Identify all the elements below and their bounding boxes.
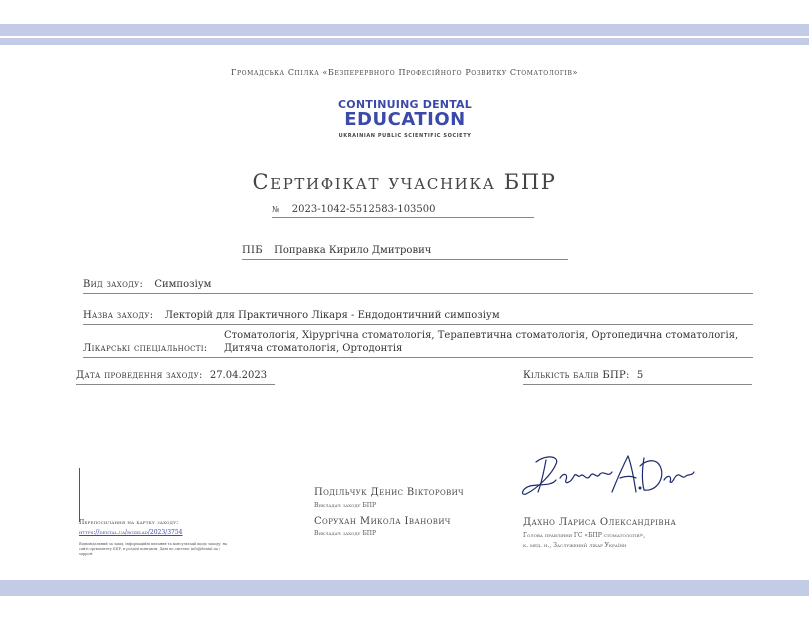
signatory-2-name: Сорухан Микола Іванович (314, 516, 451, 527)
event-type-value: Симпозіум (154, 279, 212, 290)
logo-line-1: CONTINUING DENTAL (338, 98, 472, 111)
qr-placeholder-line (79, 468, 80, 522)
signatory-3-role (523, 531, 645, 551)
logo-line-2: EDUCATION (344, 109, 466, 130)
participant-line (242, 245, 568, 260)
certificate-number-line (272, 204, 534, 218)
event-date-label: Дата проведення заходу: (76, 370, 203, 381)
event-type-label: Вид заходу: (83, 279, 144, 290)
signatory-3-role-line-1: Голова правління ГС «БПР стоматологів», (523, 532, 646, 539)
specialties-value: Стоматологія, Хірургічна стоматологія, Терапевтична стоматологія, Ортопедична стоматологія, Дитяча стоматологія, Ортодонтія (224, 330, 739, 354)
event-type-row (83, 279, 753, 294)
certificate-title: Сертифікат учасника БПР (252, 170, 557, 194)
event-date-line (76, 370, 275, 385)
cde-logo (330, 99, 480, 139)
event-date-value: 27.04.2023 (209, 370, 268, 381)
specialties-label: Лікарські спеціальності: (83, 343, 208, 354)
event-link-note: Відповідальний за захід, інформаційні питання та консультації щодо заходу: на сайті оргкомітету БПР, в розділі контакти. Дані по системі: info@dental.ua / support (79, 542, 227, 556)
top-decor-band-thin (0, 38, 809, 45)
event-link-label: Перепосилання на картку заходу: (79, 519, 179, 526)
signatory-3-name: Дахно Лариса Олександрівна (523, 517, 677, 528)
points-line (523, 370, 752, 385)
bottom-decor-band (0, 580, 809, 596)
points-value: 5 (636, 370, 644, 381)
signatory-1-role: Викладач заходу БПР (314, 502, 377, 509)
event-link[interactable]: https://dental.ua/rozklad/2023/3754 (79, 529, 183, 536)
participant-label: ПІБ (242, 245, 263, 256)
signatory-1-name: Подільчук Денис Вікторович (314, 487, 464, 498)
points-label: Кількість балів БПР: (523, 370, 630, 381)
event-name-value: Лекторій для Практичного Лікаря - Ендодонтичний симпозіум (164, 310, 500, 321)
event-name-label: Назва заходу: (83, 310, 154, 321)
specialties-row (83, 328, 753, 358)
top-decor-band (0, 24, 809, 36)
signatory-2-role: Викладач заходу БПР (314, 530, 377, 537)
signatory-3-role-line-2: к. мед. н., Заслужений лікар України (523, 542, 627, 549)
logo-line-3: UKRAINIAN PUBLIC SCIENTIFIC SOCIETY (338, 133, 472, 139)
number-symbol: № (272, 205, 280, 214)
handwritten-signature (516, 448, 696, 504)
event-name-row (83, 310, 753, 325)
participant-name: Поправка Кирило Дмитрович (274, 245, 432, 256)
organization-name: Громадська Спілка «Безперервного Професійного Розвитку Стоматологів» (231, 68, 578, 77)
certificate-number: 2023-1042-5512583-103500 (291, 204, 436, 215)
